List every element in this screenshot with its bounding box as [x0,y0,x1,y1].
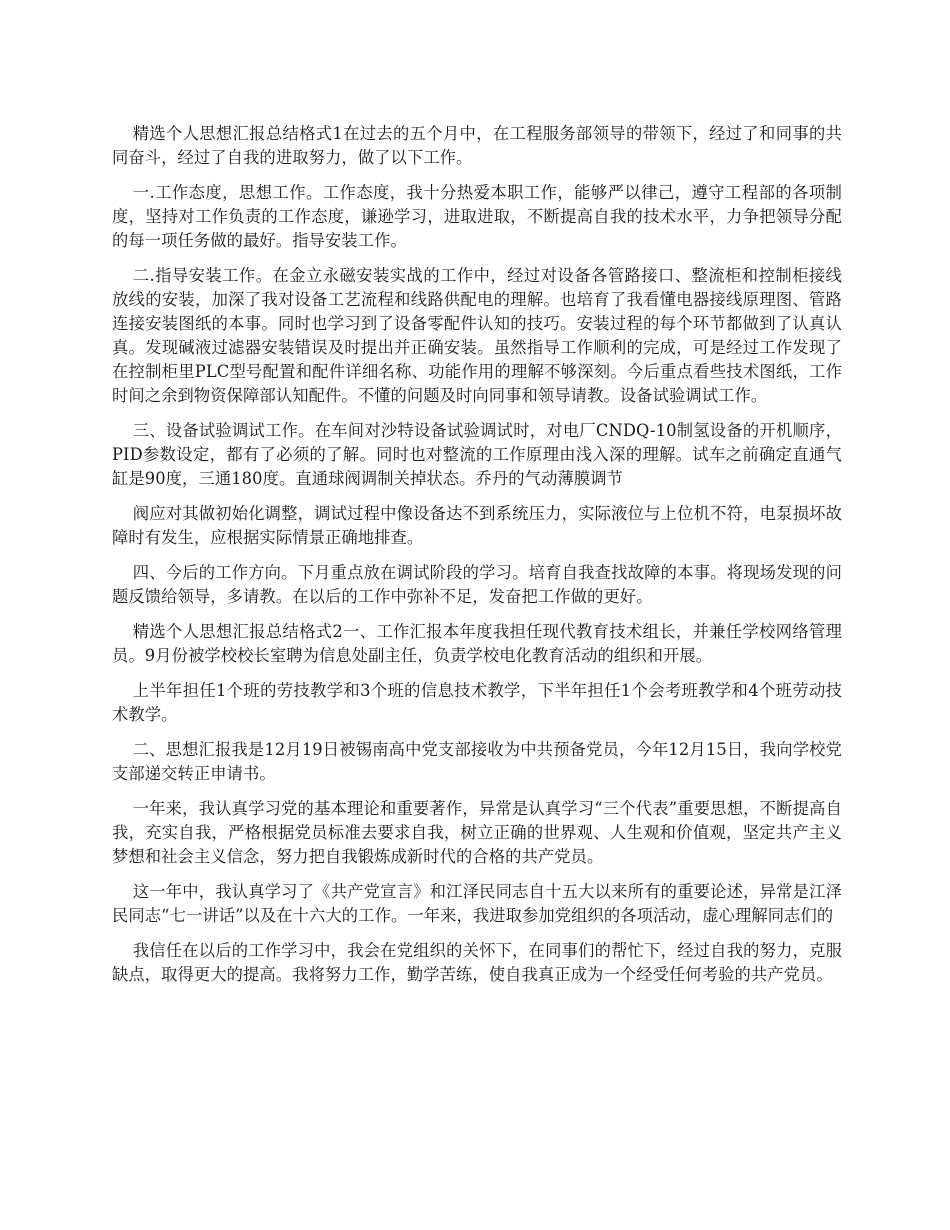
paragraph: 三、设备试验调试工作。在车间对沙特设备试验调试时，对电厂CNDQ-10制氢设备的开机顺序，PID参数设定，都有了必须的了解。同时也对整流的工作原理由浅入深的理解。试车之前确定直通气缸是90度，三通180度。直通球阀调制关掉状态。乔丹的气动薄膜调节 [112,421,842,488]
paragraph: 一.工作态度，思想工作。工作态度，我十分热爱本职工作，能够严以律己，遵守工程部的各项制度，坚持对工作负责的工作态度，谦逊学习，进取进取，不断提高自我的技术水平，力争把领导分配的每一项任务做的最好。指导安装工作。 [112,183,842,250]
paragraph: 四、今后的工作方向。下月重点放在调试阶段的学习。培育自我查找故障的本事。将现场发现的问题反馈给领导，多请教。在以后的工作中弥补不足，发奋把工作做的更好。 [112,563,842,606]
paragraph: 我信任在以后的工作学习中，我会在党组织的关怀下，在同事们的帮忙下，经过自我的努力，克服缺点，取得更大的提高。我将努力工作，勤学苦练，使自我真正成为一个经受任何考验的共产党员。 [112,941,842,984]
paragraph: 精选个人思想汇报总结格式2一、工作汇报本年度我担任现代教育技术组长，并兼任学校网络管理员。9月份被学校校长室聘为信息处副主任，负责学校电化教育活动的组织和开展。 [112,622,842,665]
paragraph: 阀应对其做初始化调整，调试过程中像设备达不到系统压力，实际液位与上位机不符，电泵损坏故障时有发生，应根据实际情景正确地排查。 [112,504,842,547]
document-body [112,122,842,998]
paragraph: 二、思想汇报我是12月19日被锡南高中党支部接收为中共预备党员，今年12月15日，我向学校党支部递交转正申请书。 [112,740,842,783]
paragraph: 这一年中，我认真学习了《共产党宣言》和江泽民同志自十五大以来所有的重要论述，异常是江泽民同志“七一讲话”以及在十六大的工作。一年来，我进取参加党组织的各项活动，虚心理解同志们的 [112,882,842,925]
paragraph: 上半年担任1个班的劳技教学和3个班的信息技术教学，下半年担任1个会考班教学和4个班劳动技术教学。 [112,681,842,724]
paragraph: 精选个人思想汇报总结格式1在过去的五个月中，在工程服务部领导的带领下，经过了和同事的共同奋斗，经过了自我的进取努力，做了以下工作。 [112,124,842,167]
paragraph: 二.指导安装工作。在金立永磁安装实战的工作中，经过对设备各管路接口、整流柜和控制柜接线放线的安装，加深了我对设备工艺流程和线路供配电的理解。也培育了我看懂电器接线原理图、管路连接安装图纸的本事。同时也学习到了设备零配件认知的技巧。安装过程的每个环节都做到了认真认真。发现碱液过滤器安装错误及时提出并正确安装。虽然指导工作顺利的完成，可是经过工作发现了在控制柜里PLC型号配置和配件详细名称、功能作用的理解不够深刻。今后重点看些技术图纸，工作时间之余到物资保障部认知配件。不懂的问题及时向同事和领导请教。设备试验调试工作。 [112,266,842,405]
paragraph: 一年来，我认真学习党的基本理论和重要著作，异常是认真学习“三个代表”重要思想，不断提高自我，充实自我，严格根据党员标准去要求自我，树立正确的世界观、人生观和价值观，坚定共产主义梦想和社会主义信念，努力把自我锻炼成新时代的合格的共产党员。 [112,799,842,866]
